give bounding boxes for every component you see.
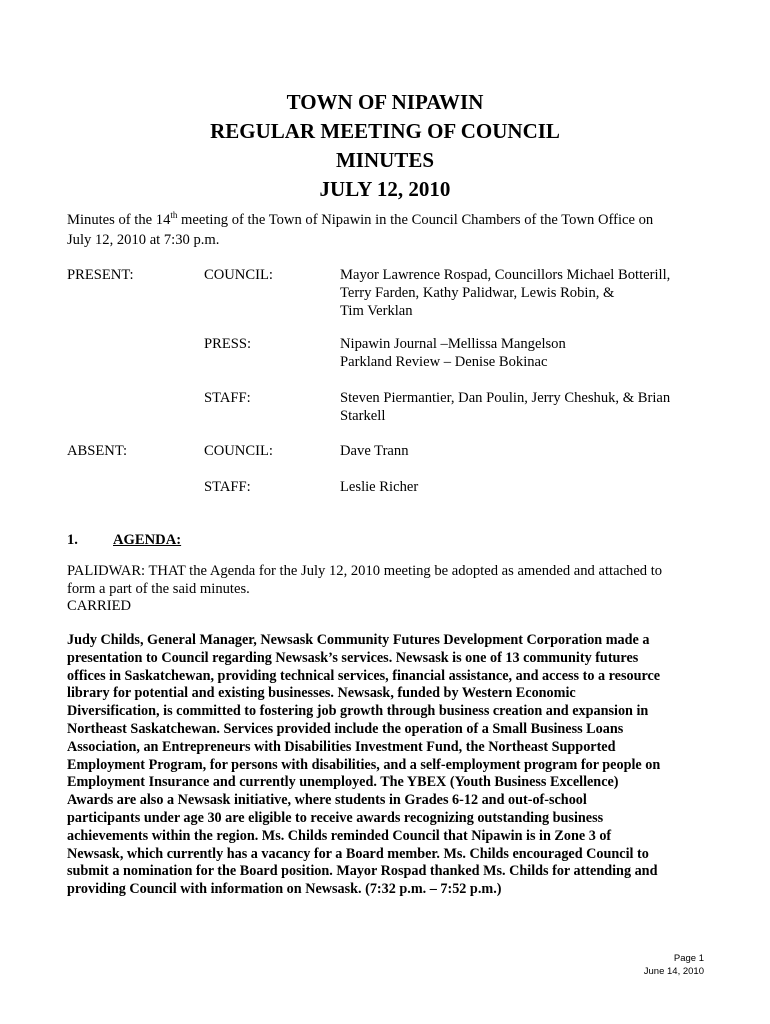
present-council-label: COUNCIL:: [204, 267, 273, 283]
intro-paragraph: [67, 210, 717, 250]
presentation-line: submit a nomination for the Board position. Mayor Rospad thanked Ms. Childs for attending and: [67, 863, 658, 880]
presentation-paragraph: [67, 632, 717, 899]
present-council-line: Terry Farden, Kathy Palidwar, Lewis Robin, &: [340, 285, 615, 301]
present-press-names: [340, 335, 710, 371]
present-staff-line: Starkell: [340, 408, 386, 424]
present-press-label: PRESS:: [204, 336, 252, 352]
present-staff-label: STAFF:: [204, 390, 251, 406]
absent-council-names: [340, 442, 710, 460]
title-line-meeting: REGULAR MEETING OF COUNCIL: [210, 119, 560, 143]
presentation-line: presentation to Council regarding Newsask’s services. Newsask is one of 13 community futures: [67, 649, 639, 666]
absent-council-line: Dave Trann: [340, 443, 409, 459]
present-council-line: Tim Verklan: [340, 303, 413, 319]
title-line-date: JULY 12, 2010: [319, 177, 451, 201]
presentation-line: Judy Childs, General Manager, Newsask Community Futures Development Corporation made a: [67, 632, 650, 648]
absent-staff-label: STAFF:: [204, 479, 251, 495]
absent-label: ABSENT:: [67, 443, 128, 459]
motion-result: CARRIED: [67, 598, 132, 614]
title-line-minutes: MINUTES: [335, 148, 435, 172]
presentation-line: Association, an Entrepreneurs with Disabilities Investment Fund, the Northeast Supported: [67, 738, 616, 755]
presentation-line: Diversification, is committed to fostering job growth through business creation and expansion in: [67, 703, 649, 720]
absent-staff-line: Leslie Richer: [340, 479, 419, 495]
present-label: PRESENT:: [67, 267, 134, 283]
presentation-line: providing Council with information on Newsask. (7:32 p.m. – 7:52 p.m.): [67, 881, 502, 898]
present-staff-names: [340, 389, 710, 425]
presentation-line: participants under age 30 are eligible to receive awards recognizing outstanding business: [67, 809, 604, 826]
presentation-line: achievements within the region. Ms. Childs reminded Council that Nipawin is in Zone 3 of: [67, 827, 612, 844]
presentation-line: Awards are also a Newsask initiative, where students in Grades 6-12 and out-of-school: [67, 792, 587, 809]
present-council-line: Mayor Lawrence Rospad, Councillors Michael Botterill,: [340, 267, 671, 283]
present-council-names: [340, 266, 710, 320]
agenda-motion: [67, 563, 717, 616]
absent-council-label: COUNCIL:: [204, 443, 273, 459]
presentation-line: offices in Saskatchewan, providing technical services, financial assistance, and access to a resource: [67, 667, 661, 684]
footer-date: June 14, 2010: [643, 966, 704, 977]
intro-text-rest: meeting of the Town of Nipawin in the Council Chambers of the Town Office on: [177, 212, 654, 228]
title-line-town: TOWN OF NIPAWIN: [286, 90, 484, 114]
presentation-line: Employment Program, for persons with disabilities, and a self-employment program for people on: [67, 756, 661, 773]
presentation-line: Newsask, which currently has a vacancy for a Board member. Ms. Childs encouraged Council to: [67, 845, 649, 862]
motion-line: PALIDWAR: THAT the Agenda for the July 12, 2010 meeting be adopted as amended and attached to: [67, 563, 663, 579]
intro-ordinal-suffix: th: [170, 210, 178, 220]
section-number: 1.: [67, 532, 78, 548]
intro-text-start: Minutes of the 14: [67, 212, 171, 228]
page-footer: [644, 952, 704, 978]
document-title: [0, 88, 770, 204]
presentation-line: Employment Insurance and currently unemployed. The YBEX (Youth Business Excellence): [67, 774, 619, 791]
present-staff-line: Steven Piermantier, Dan Poulin, Jerry Cheshuk, & Brian: [340, 390, 671, 406]
intro-text-line2: July 12, 2010 at 7:30 p.m.: [67, 232, 220, 248]
presentation-line: Northeast Saskatchewan. Services provided include the operation of a Small Business Loans: [67, 720, 624, 737]
present-press-line: Nipawin Journal –Mellissa Mangelson: [340, 336, 566, 352]
page-number: Page 1: [673, 953, 704, 964]
section-heading: AGENDA:: [113, 532, 182, 548]
absent-staff-names: [340, 478, 710, 496]
motion-line: form a part of the said minutes.: [67, 580, 250, 597]
present-press-line: Parkland Review – Denise Bokinac: [340, 354, 548, 370]
presentation-line: library for potential and existing businesses. Newsask, funded by Western Economic: [67, 685, 576, 702]
